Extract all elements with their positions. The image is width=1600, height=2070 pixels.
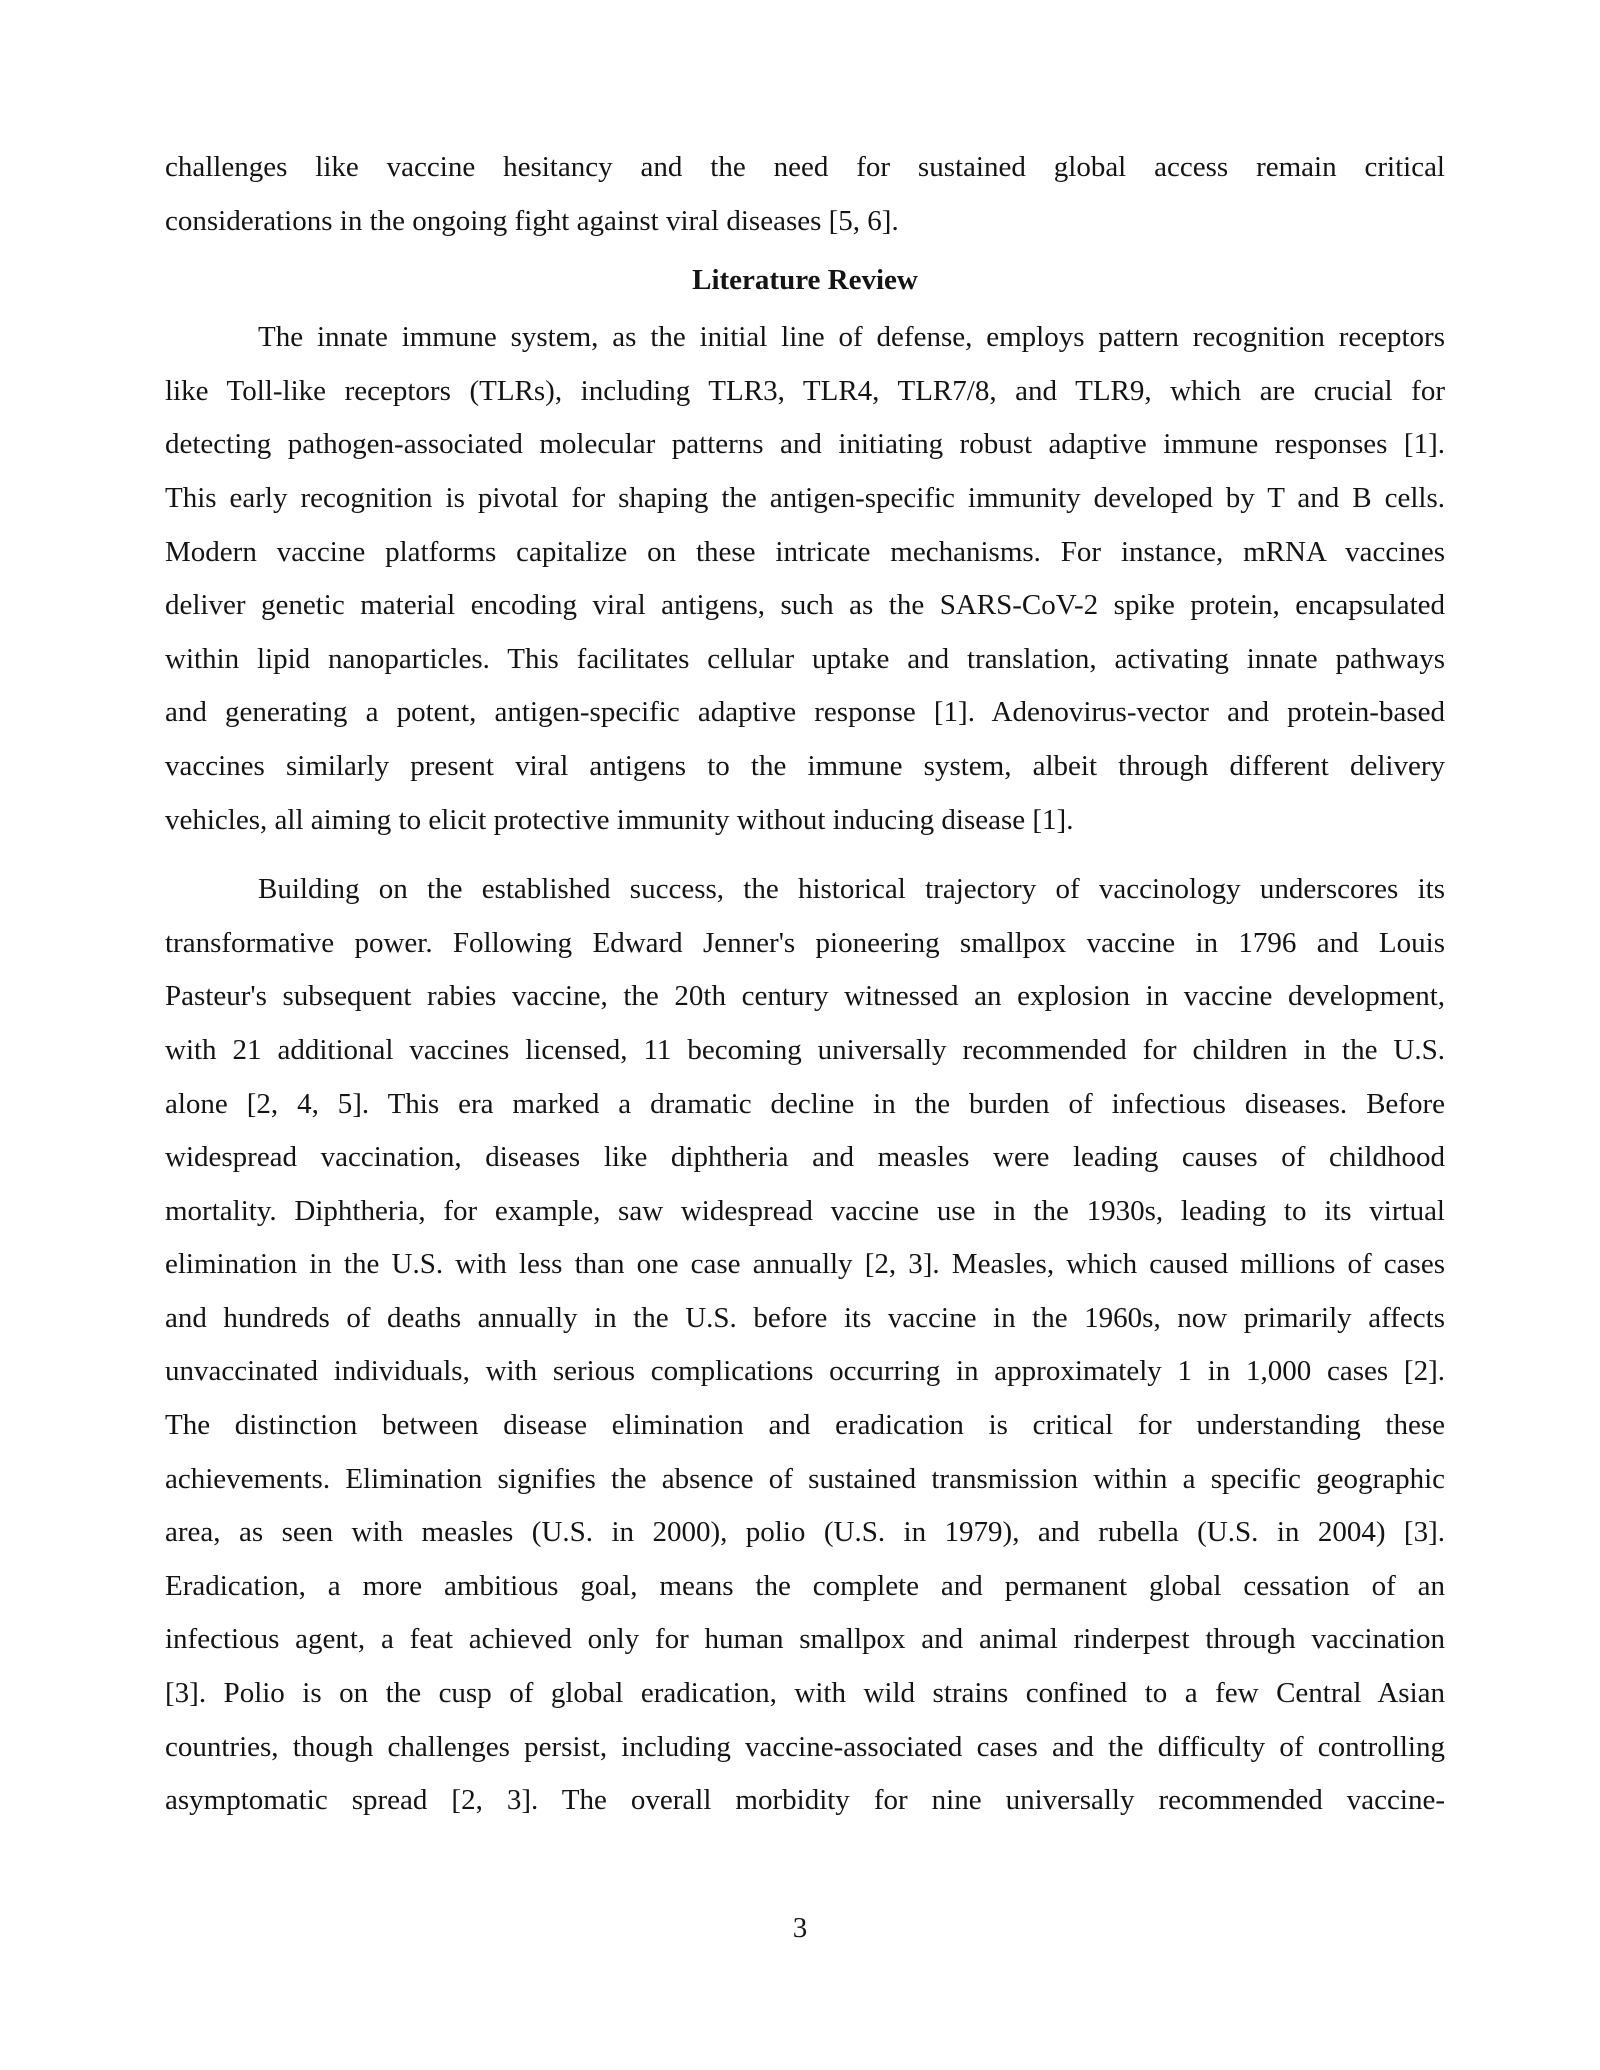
text-line: area, as seen with measles (U.S. in 2000), polio (U.S. in 1979), and rubella (U.S. in 2004) [3]. — [165, 1516, 1445, 1549]
text-line: unvaccinated individuals, with serious complications occurring in approximately 1 in 1,000 cases [2]. — [165, 1355, 1445, 1388]
text-line: challenges like vaccine hesitancy and the need for sustained global access remain critical — [165, 151, 1445, 183]
text-line: like Toll-like receptors (TLRs), including TLR3, TLR4, TLR7/8, and TLR9, which are crucial for — [165, 374, 1445, 407]
text-line: infectious agent, a feat achieved only for human smallpox and animal rinderpest through vaccination — [165, 1623, 1445, 1656]
text-line: [3]. Polio is on the cusp of global eradication, with wild strains confined to a few Central Asian — [165, 1677, 1445, 1710]
literature-paragraph-1 — [165, 311, 1445, 847]
document-page — [165, 141, 1445, 1828]
text-line: widespread vaccination, diseases like diphtheria and measles were leading causes of childhood — [165, 1141, 1445, 1174]
text-line: asymptomatic spread [2, 3]. The overall morbidity for nine universally recommended vaccine- — [165, 1784, 1445, 1817]
text-line: with 21 additional vaccines licensed, 11 becoming universally recommended for children in the U.S. — [165, 1033, 1445, 1066]
text-line: mortality. Diphtheria, for example, saw widespread vaccine use in the 1930s, leading to its virtual — [165, 1194, 1445, 1227]
text-line: detecting pathogen-associated molecular patterns and initiating robust adaptive immune responses [1]. — [165, 428, 1445, 461]
text-line: Modern vaccine platforms capitalize on these intricate mechanisms. For instance, mRNA vaccines — [165, 535, 1445, 568]
text-line: The distinction between disease elimination and eradication is critical for understanding these — [165, 1409, 1445, 1442]
page-number: 3 — [792, 1912, 808, 1944]
text-line: vaccines similarly present viral antigens to the immune system, albeit through different delivery — [165, 749, 1445, 782]
text-line: Eradication, a more ambitious goal, means the complete and permanent global cessation of an — [165, 1569, 1445, 1602]
text-line: alone [2, 4, 5]. This era marked a dramatic decline in the burden of infectious diseases. Before — [165, 1087, 1445, 1120]
text-line: considerations in the ongoing fight against viral diseases [5, 6]. — [165, 204, 899, 237]
text-line: and hundreds of deaths annually in the U.S. before its vaccine in the 1960s, now primarily affects — [165, 1301, 1445, 1334]
text-line: This early recognition is pivotal for shaping the antigen-specific immunity developed by T and B cells. — [165, 481, 1445, 514]
text-line: transformative power. Following Edward Jenner's pioneering smallpox vaccine in 1796 and Louis — [165, 926, 1445, 959]
text-line: The innate immune system, as the initial line of defense, employs pattern recognition receptors — [258, 321, 1445, 354]
paragraph-gap — [165, 847, 1445, 863]
text-line: elimination in the U.S. with less than one case annually [2, 3]. Measles, which caused millions of cases — [165, 1248, 1445, 1281]
section-heading: Literature Review — [692, 264, 918, 297]
text-line: vehicles, all aiming to elicit protective immunity without inducing disease [1]. — [165, 803, 1074, 836]
literature-paragraph-2 — [165, 863, 1445, 1828]
intro-paragraph — [165, 141, 1445, 248]
text-line: Pasteur's subsequent rabies vaccine, the 20th century witnessed an explosion in vaccine development, — [165, 980, 1445, 1013]
text-line: and generating a potent, antigen-specific adaptive response [1]. Adenovirus-vector and protein-based — [165, 696, 1445, 729]
text-line: countries, though challenges persist, including vaccine-associated cases and the difficulty of controlling — [165, 1730, 1445, 1763]
text-line: achievements. Elimination signifies the absence of sustained transmission within a specific geographic — [165, 1462, 1445, 1495]
text-line: within lipid nanoparticles. This facilitates cellular uptake and translation, activating innate pathways — [165, 642, 1445, 675]
text-line: deliver genetic material encoding viral antigens, such as the SARS-CoV-2 spike protein, encapsulated — [165, 589, 1445, 622]
text-line: Building on the established success, the historical trajectory of vaccinology underscores its — [258, 873, 1445, 906]
